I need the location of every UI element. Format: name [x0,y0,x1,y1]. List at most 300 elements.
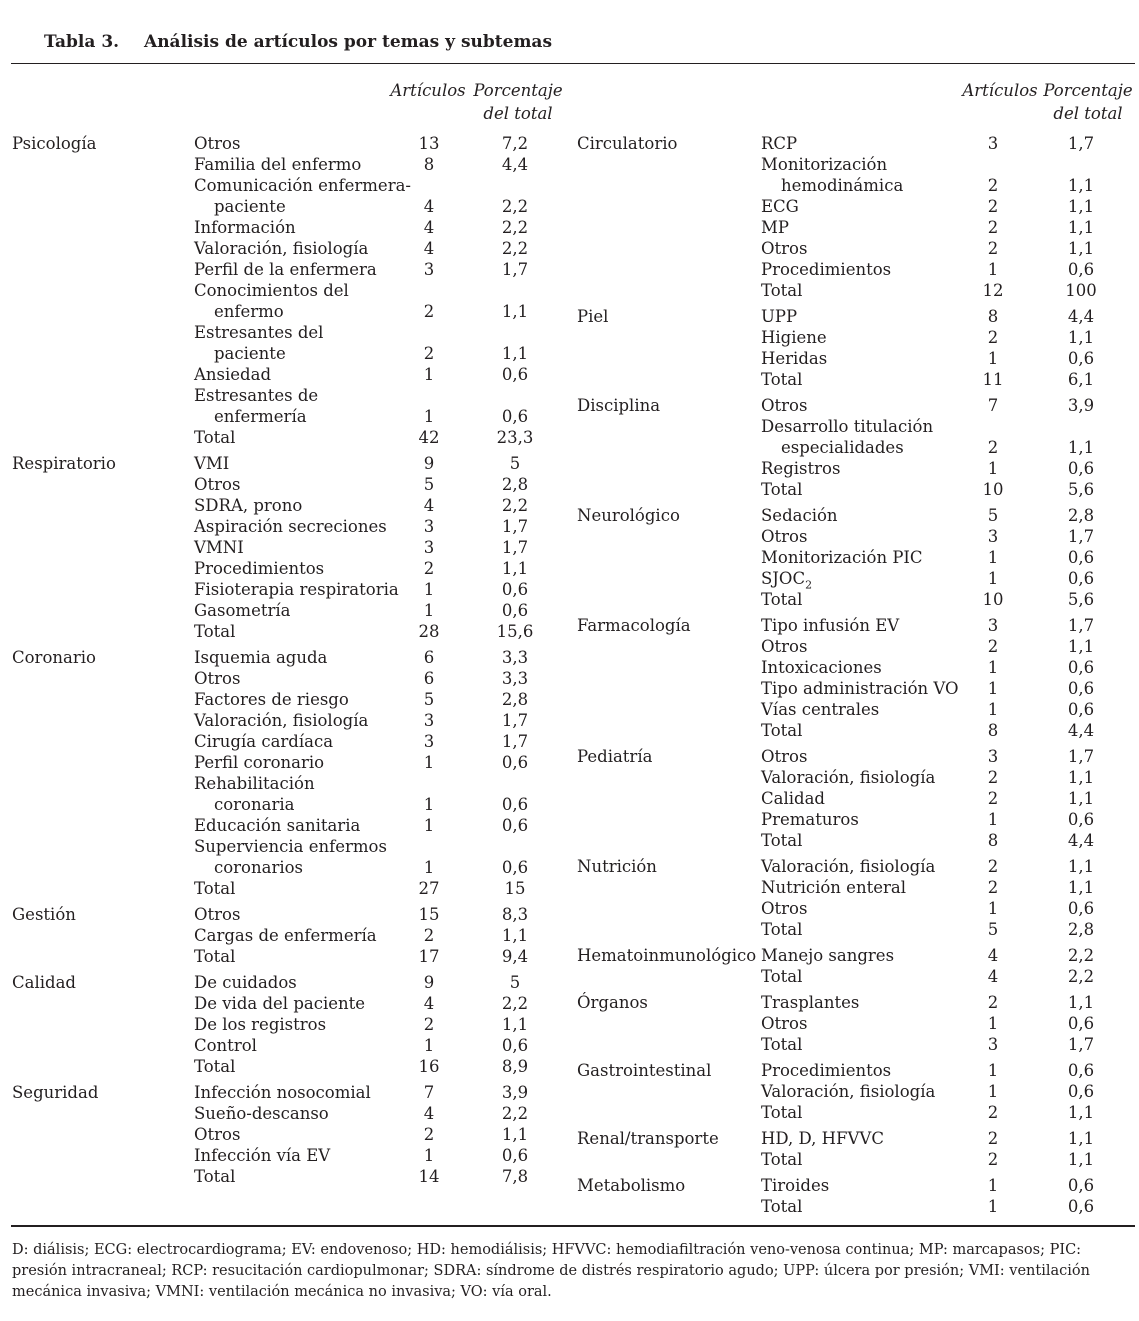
articles-count: 1 [987,1014,999,1033]
subtheme-label: Total [194,1167,236,1186]
percent-value: 0,6 [1067,459,1095,478]
percent-value: 1,1 [501,344,529,363]
articles-count: 1 [987,899,999,918]
subtheme-label: Perfil coronario [194,753,325,772]
percent-value: 2,2 [501,994,529,1013]
percent-value: 0,6 [1067,1082,1095,1101]
articles-count: 1 [423,1146,435,1165]
articles-count: 2 [987,328,999,347]
subtheme-label: Valoración, fisiología [761,768,936,787]
subtheme-label: Rehabilitación [194,774,315,793]
header-porcentaje-right: Porcentaje del total [1043,81,1133,123]
subtheme-label-continued: coronarios [214,858,304,877]
percent-value: 1,1 [1067,218,1095,237]
subtheme-label: Calidad [761,789,825,808]
articles-count: 3 [423,260,435,279]
articles-count: 8 [423,155,435,174]
articles-count: 5 [987,506,999,525]
subtheme-label: Otros [761,637,808,656]
subtheme-label: Nutrición enteral [761,878,906,897]
percent-value: 2,8 [1067,506,1095,525]
articles-count: 1 [987,548,999,567]
percent-value: 0,6 [1067,658,1095,677]
subtheme-label-continued: enfermo [214,302,284,321]
percent-value: 3,9 [501,1083,529,1102]
subtheme-label: Total [761,831,803,850]
articles-count: 4 [423,218,435,237]
theme-label: Hematoinmunológico [577,946,757,965]
percent-value: 1,7 [1067,527,1095,546]
subtheme-label: Infección nosocomial [194,1083,371,1102]
articles-count: 4 [423,239,435,258]
percent-value: 0,6 [1067,1197,1095,1216]
subtheme-label-continued: enfermería [214,407,307,426]
articles-count: 2 [423,1125,435,1144]
articles-count: 2 [987,1129,999,1148]
subtheme-label: Total [761,370,803,389]
subtheme-label: Otros [761,239,808,258]
percent-value: 2,2 [501,218,529,237]
articles-count: 3 [987,134,999,153]
articles-count: 12 [982,281,1004,300]
articles-count: 3 [423,711,435,730]
subtheme-label: Otros [194,134,241,153]
header-articulos-right: Artículos [962,81,1038,100]
articles-count: 1 [423,1036,435,1055]
percent-value: 1,1 [1067,239,1095,258]
subtheme-label: Total [761,1150,803,1169]
articles-count: 1 [423,580,435,599]
subtheme-label: Comunicación enfermera- [194,176,411,195]
articles-count: 2 [987,768,999,787]
subtheme-label: Conocimientos del [194,281,349,300]
articles-count: 1 [987,349,999,368]
articles-count: 1 [987,810,999,829]
articles-count: 3 [987,616,999,635]
percent-value: 1,7 [501,711,529,730]
articles-count: 2 [987,218,999,237]
percent-value: 2,8 [1067,920,1095,939]
articles-count: 4 [423,496,435,515]
percent-value: 1,1 [501,302,529,321]
subtheme-label: Procedimientos [761,260,892,279]
percent-value: 0,6 [1067,679,1095,698]
articles-count: 5 [987,920,999,939]
percent-value: 4,4 [1067,721,1095,740]
percent-value: 7,2 [501,134,529,153]
subtheme-label: MP [761,218,789,237]
subtheme-label: Perfil de la enfermera [194,260,377,279]
articles-count: 5 [423,475,435,494]
subtheme-label: Otros [761,1014,808,1033]
subtheme-label: Valoración, fisiología [194,711,369,730]
subtheme-label: Total [761,721,803,740]
articles-count: 1 [987,569,999,588]
articles-count: 2 [987,239,999,258]
percent-value: 1,1 [501,559,529,578]
articles-count: 1 [423,365,435,384]
articles-count: 28 [418,622,440,641]
theme-label: Farmacología [577,616,691,635]
articles-count: 2 [987,637,999,656]
subtheme-label: Educación sanitaria [194,816,361,835]
articles-count: 3 [423,538,435,557]
subtheme-label: Total [194,947,236,966]
percent-value: 1,1 [1067,328,1095,347]
percent-value: 0,6 [1067,899,1095,918]
subtheme-label: Monitorización [761,155,888,174]
theme-label: Circulatorio [577,134,678,153]
subtheme-label: UPP [761,307,798,326]
articles-count: 2 [423,926,435,945]
theme-label: Renal/transporte [577,1129,719,1148]
subtheme-label: Higiene [761,328,827,347]
percent-value: 1,1 [1067,1129,1095,1148]
percent-value: 1,1 [1067,176,1095,195]
percent-value: 1,1 [1067,637,1095,656]
theme-label: Psicología [12,134,97,153]
percent-value: 0,6 [501,816,529,835]
subtheme-label-continued: hemodinámica [781,176,904,195]
subtheme-label: Control [194,1036,257,1055]
percent-value: 1,1 [1067,857,1095,876]
articles-count: 2 [423,344,435,363]
articles-count: 4 [987,946,999,965]
articles-count: 1 [987,260,999,279]
percent-value: 5 [509,973,521,992]
articles-count: 42 [418,428,440,447]
subtheme-label: Otros [194,475,241,494]
subtheme-label: Información [194,218,296,237]
percent-value: 0,6 [501,1146,529,1165]
subtheme-label: Isquemia aguda [194,648,328,667]
articles-count: 10 [982,590,1004,609]
percent-value: 1,1 [1067,789,1095,808]
articles-count: 4 [423,1104,435,1123]
articles-count: 2 [987,176,999,195]
subtheme-label: Monitorización PIC [761,548,923,567]
subtheme-label: Total [761,967,803,986]
percent-value: 0,6 [501,858,529,877]
percent-value: 5,6 [1067,480,1095,499]
percent-value: 100 [1065,281,1097,300]
theme-label: Gastrointestinal [577,1061,712,1080]
percent-value: 1,1 [1067,878,1095,897]
percent-value: 0,6 [1067,349,1095,368]
percent-value: 2,2 [501,197,529,216]
articles-count: 2 [987,1150,999,1169]
subtheme-label: RCP [761,134,798,153]
percent-value: 1,7 [501,538,529,557]
articles-count: 1 [423,816,435,835]
articles-count: 9 [423,454,435,473]
theme-label: Piel [577,307,609,326]
articles-count: 1 [987,700,999,719]
subtheme-label: Ansiedad [194,365,272,384]
percent-value: 1,1 [501,926,529,945]
subtheme-label: Sedación [761,506,838,525]
articles-count: 17 [418,947,440,966]
articles-count: 3 [987,1035,999,1054]
percent-value: 4,4 [1067,831,1095,850]
percent-value: 1,7 [1067,134,1095,153]
articles-count: 1 [987,459,999,478]
articles-count: 2 [987,197,999,216]
percent-value: 6,1 [1067,370,1095,389]
subtheme-label: De los registros [194,1015,327,1034]
percent-value: 23,3 [496,428,534,447]
percent-value: 1,1 [1067,197,1095,216]
articles-count: 10 [982,480,1004,499]
subtheme-label-continued: coronaria [214,795,295,814]
percent-value: 0,6 [501,580,529,599]
percent-value: 8,3 [501,905,529,924]
articles-count: 1 [423,601,435,620]
articles-count: 2 [987,857,999,876]
theme-label: Coronario [12,648,96,667]
subtheme-label: Total [194,622,236,641]
subtheme-label: Total [761,1103,803,1122]
percent-value: 0,6 [1067,548,1095,567]
subtheme-label: Total [761,1197,803,1216]
subtheme-label: Valoración, fisiología [761,857,936,876]
subtheme-label: De cuidados [194,973,297,992]
percent-value: 0,6 [1067,1014,1095,1033]
subtheme-label: Gasometría [194,601,291,620]
subtheme-label: SDRA, prono [194,496,303,515]
percent-value: 2,2 [1067,946,1095,965]
articles-count: 27 [418,879,440,898]
percent-value: 0,6 [501,753,529,772]
articles-count: 9 [423,973,435,992]
percent-value: 4,4 [1067,307,1095,326]
subtheme-label: VMI [194,454,230,473]
articles-count: 8 [987,721,999,740]
theme-label: Calidad [12,973,76,992]
subtheme-label: Familia del enfermo [194,155,362,174]
subtheme-label: Total [194,1057,236,1076]
subtheme-label: Otros [194,1125,241,1144]
subtheme-label: Vías centrales [761,700,880,719]
subtheme-label: Otros [761,747,808,766]
percent-value: 2,8 [501,475,529,494]
table-number: Tabla 3. [44,32,120,52]
articles-count: 2 [987,993,999,1012]
header-articulos-left: Artículos [390,81,466,100]
percent-value: 2,8 [501,690,529,709]
percent-value: 3,9 [1067,396,1095,415]
subtheme-label: Trasplantes [761,993,860,1012]
percent-value: 0,6 [1067,1176,1095,1195]
subtheme-label: Intoxicaciones [761,658,882,677]
articles-count: 4 [423,197,435,216]
articles-count: 1 [987,1197,999,1216]
percent-value: 1,1 [1067,1150,1095,1169]
percent-value: 0,6 [1067,260,1095,279]
theme-label: Órganos [577,993,648,1012]
articles-count: 2 [987,1103,999,1122]
percent-value: 0,6 [1067,810,1095,829]
articles-count: 1 [423,795,435,814]
percent-value: 1,1 [501,1015,529,1034]
subtheme-label: Procedimientos [761,1061,892,1080]
articles-count: 1 [423,407,435,426]
percent-value: 15 [504,879,526,898]
percent-value: 1,7 [1067,747,1095,766]
theme-label: Nutrición [577,857,657,876]
articles-count: 6 [423,648,435,667]
percent-value: 0,6 [501,1036,529,1055]
subtheme-label: Aspiración secreciones [194,517,387,536]
articles-count: 4 [423,994,435,1013]
percent-value: 2,2 [501,496,529,515]
articles-count: 3 [987,747,999,766]
percent-value: 1,1 [1067,1103,1095,1122]
theme-label: Disciplina [577,396,661,415]
articles-count: 7 [423,1083,435,1102]
subtheme-label: Superviencia enfermos [194,837,387,856]
articles-count: 1 [987,1176,999,1195]
percent-value: 8,9 [501,1057,529,1076]
percent-value: 1,1 [1067,768,1095,787]
subtheme-label: Otros [761,527,808,546]
footnote-text: D: diálisis; ECG: electrocardiograma; EV: endovenoso; HD: hemodiálisis; HFVVC: hemodiafiltración veno-venosa continua; MP: marcapasos; PIC: presión intracraneal; RCP: resucitación cardiopulmonar; SDRA: síndrome de distrés respiratorio agudo; UPP: úlcera por presión; VMI: ventilación mecánica invasiva; VMNI: ventilación mecánica no invasiva; VO: vía oral. [12,1242,1090,1300]
subtheme-label: Tipo infusión EV [761,616,900,635]
articles-count: 8 [987,307,999,326]
articles-count: 15 [418,905,440,924]
articles-count: 1 [423,858,435,877]
percent-value: 1,1 [501,1125,529,1144]
percent-value: 2,2 [501,239,529,258]
theme-label: Neurológico [577,506,680,525]
articles-count: 14 [418,1167,440,1186]
header-porcentaje-left: Porcentaje del total [473,81,563,123]
subtheme-label: Manejo sangres [761,946,895,965]
subtheme-label: Valoración, fisiología [761,1082,936,1101]
subtheme-label: Otros [194,669,241,688]
percent-value: 0,6 [501,365,529,384]
subtheme-label: Cargas de enfermería [194,926,377,945]
articles-count: 1 [987,679,999,698]
articles-count: 3 [987,527,999,546]
percent-value: 2,2 [1067,967,1095,986]
table-caption: Análisis de artículos por temas y subtemas [144,32,553,52]
subtheme-label: Total [761,281,803,300]
percent-value: 0,6 [501,407,529,426]
articles-count: 3 [423,732,435,751]
subtheme-label: Total [761,920,803,939]
articles-count: 2 [987,789,999,808]
percent-value: 1,1 [1067,993,1095,1012]
subtheme-label: Total [761,1035,803,1054]
subtheme-label: Total [194,879,236,898]
percent-value: 1,7 [501,260,529,279]
articles-count: 6 [423,669,435,688]
bottom-rule [11,1225,1135,1227]
articles-count: 2 [423,1015,435,1034]
articles-count: 1 [987,1082,999,1101]
subtheme-label-continued: paciente [214,197,286,216]
theme-label: Pediatría [577,747,653,766]
subtheme-label: VMNI [194,538,244,557]
theme-label: Seguridad [12,1083,99,1102]
articles-count: 2 [987,438,999,457]
articles-count: 1 [423,753,435,772]
percent-value: 4,4 [501,155,529,174]
subtheme-label: Fisioterapia respiratoria [194,580,399,599]
percent-value: 0,6 [1067,1061,1095,1080]
articles-count: 3 [423,517,435,536]
subtheme-label: Otros [761,396,808,415]
percent-value: 7,8 [501,1167,529,1186]
percent-value: 2,2 [501,1104,529,1123]
articles-count: 1 [987,658,999,677]
articles-count: 16 [418,1057,440,1076]
subtheme-text: SJOC [761,569,806,588]
subtheme-label: Valoración, fisiología [194,239,369,258]
subtheme-label: De vida del paciente [194,994,366,1013]
percent-value: 0,6 [501,795,529,814]
percent-value: 1,7 [1067,1035,1095,1054]
percent-value: 1,7 [501,732,529,751]
articles-count: 4 [987,967,999,986]
subtheme-label: ECG [761,197,799,216]
subtheme-label: Registros [761,459,841,478]
subtheme-label: Estresantes del [194,323,324,342]
subtheme-subscript: 2 [805,578,813,592]
percent-value: 3,3 [501,648,529,667]
percent-value: 0,6 [1067,569,1095,588]
theme-label: Metabolismo [577,1176,686,1195]
theme-label: Respiratorio [12,454,116,473]
subtheme-label: Factores de riesgo [194,690,349,709]
subtheme-label: Otros [194,905,241,924]
subtheme-label: Total [761,590,803,609]
percent-value: 0,6 [501,601,529,620]
percent-value: 1,7 [501,517,529,536]
subtheme-label: Procedimientos [194,559,325,578]
percent-value: 1,1 [1067,438,1095,457]
subtheme-label: Infección vía EV [194,1146,331,1165]
percent-value: 15,6 [496,622,534,641]
subtheme-label-continued: especialidades [781,438,904,457]
percent-value: 3,3 [501,669,529,688]
percent-value: 9,4 [501,947,529,966]
subtheme-label: Sueño-descanso [194,1104,329,1123]
articles-count: 8 [987,831,999,850]
footnote [12,1240,1122,1303]
subtheme-label: Cirugía cardíaca [194,732,334,751]
articles-count: 2 [423,559,435,578]
subtheme-label: Otros [761,899,808,918]
subtheme-label: Total [761,480,803,499]
subtheme-label: Tiroides [761,1176,830,1195]
articles-count: 2 [423,302,435,321]
percent-value: 0,6 [1067,700,1095,719]
percent-value: 1,7 [1067,616,1095,635]
subtheme-label: Estresantes de [194,386,319,405]
subtheme-label: Tipo administración VO [761,679,959,698]
subtheme-label-continued: paciente [214,344,286,363]
articles-count: 7 [987,396,999,415]
percent-value: 5 [509,454,521,473]
articles-count: 11 [982,370,1004,389]
articles-count: 5 [423,690,435,709]
articles-count: 13 [418,134,440,153]
theme-label: Gestión [12,905,76,924]
subtheme-label: Total [194,428,236,447]
subtheme-label: Heridas [761,349,828,368]
